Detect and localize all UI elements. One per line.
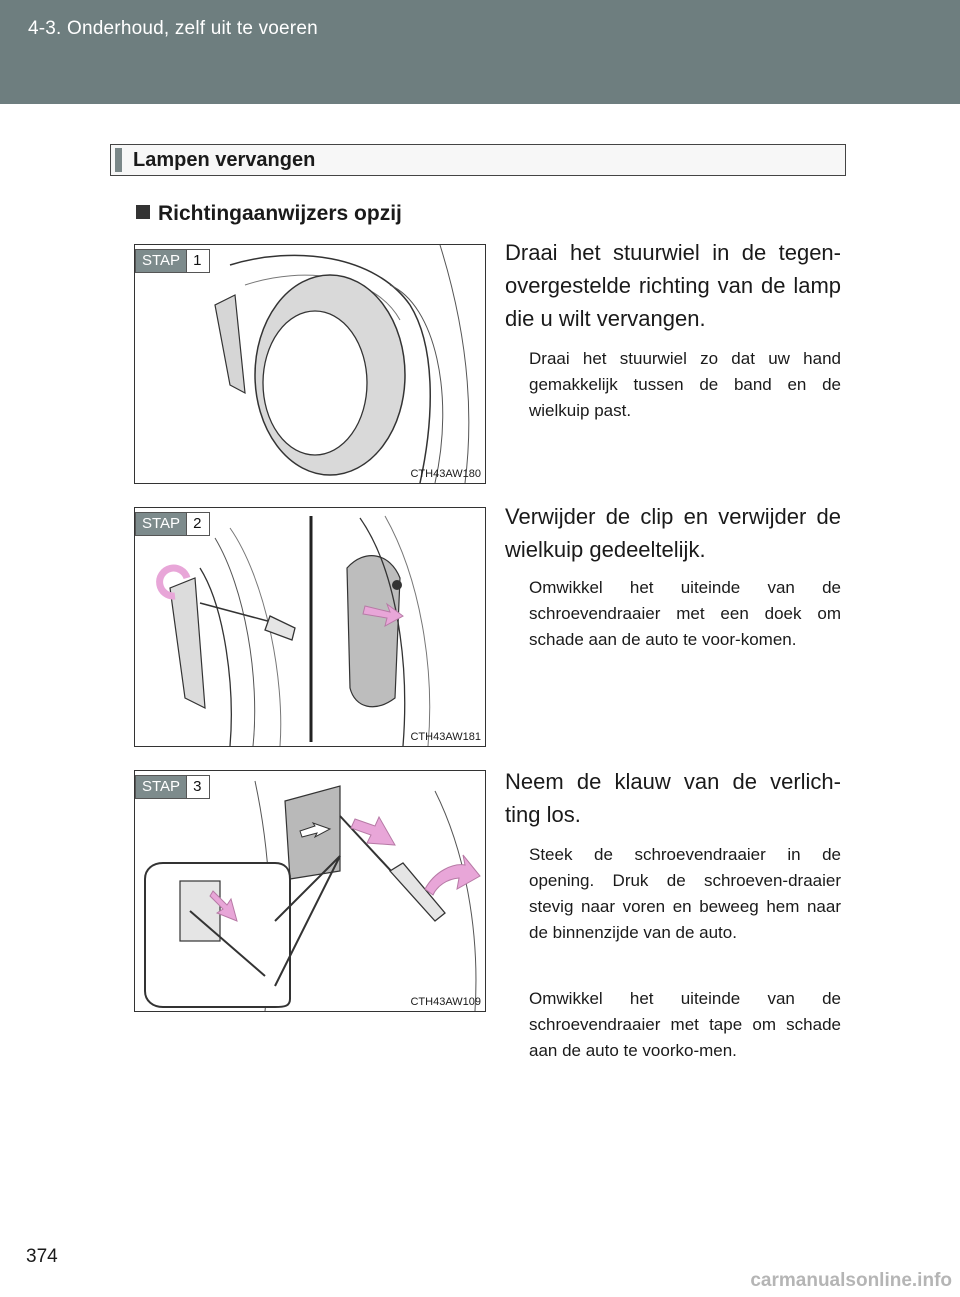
remove-clip-illustration xyxy=(135,508,485,746)
release-claw-illustration xyxy=(135,771,485,1011)
step-3-text: Neem de klauw van de verlich-ting los. xyxy=(505,769,841,827)
step-1-tag xyxy=(135,249,210,271)
step-3-tag xyxy=(135,775,210,797)
step-3-image-code: CTH43AW109 xyxy=(410,996,481,1008)
step-3-figure xyxy=(134,770,486,1012)
subsection-heading xyxy=(136,202,402,226)
page-header xyxy=(0,0,960,104)
step-2-figure xyxy=(134,507,486,747)
step-2-note-1: Omwikkel het uiteinde van de schroevendraaier met een doek om schade aan de auto te voor-komen. xyxy=(529,578,841,649)
step-1-image-code: CTH43AW180 xyxy=(410,468,481,480)
step-2-text: Verwijder de clip en verwijder de wielkuip gedeeltelijk. xyxy=(505,504,841,562)
section-title-bar xyxy=(115,148,122,172)
section-title: Lampen vervangen xyxy=(133,149,316,171)
watermark: carmanualsonline.info xyxy=(750,1270,952,1291)
step-1-label: STAP xyxy=(135,249,187,273)
step-1-text: Draai het stuurwiel in de tegen-overgestelde richting van de lamp die u wilt vervangen. xyxy=(505,240,841,331)
page-number: 374 xyxy=(26,1246,58,1267)
step-3-note-1: Steek de schroevendraaier in de opening. Druk de schroeven-draaier stevig naar voren en beweeg hem naar de binnenzijde van de auto. xyxy=(529,845,841,942)
square-bullet-icon xyxy=(136,205,150,219)
step-1-number: 1 xyxy=(187,249,210,273)
step-3-number: 3 xyxy=(187,775,210,799)
step-1-figure xyxy=(134,244,486,484)
step-3-note-2: Omwikkel het uiteinde van de schroevendraaier met tape om schade aan de auto te voorko-men. xyxy=(529,989,841,1060)
step-2-tag xyxy=(135,512,210,534)
step-1-note-1: Draai het stuurwiel zo dat uw hand gemakkelijk tussen de band en de wielkuip past. xyxy=(529,349,841,420)
step-2-image-code: CTH43AW181 xyxy=(410,731,481,743)
step-2-number: 2 xyxy=(187,512,210,536)
header-title: 4-3. Onderhoud, zelf uit te voeren xyxy=(28,18,318,39)
step-2-label: STAP xyxy=(135,512,187,536)
step-3-label: STAP xyxy=(135,775,187,799)
section-title-box xyxy=(110,144,846,176)
subsection-title: Richtingaanwijzers opzij xyxy=(158,202,402,225)
tire-turned-illustration xyxy=(135,245,485,483)
